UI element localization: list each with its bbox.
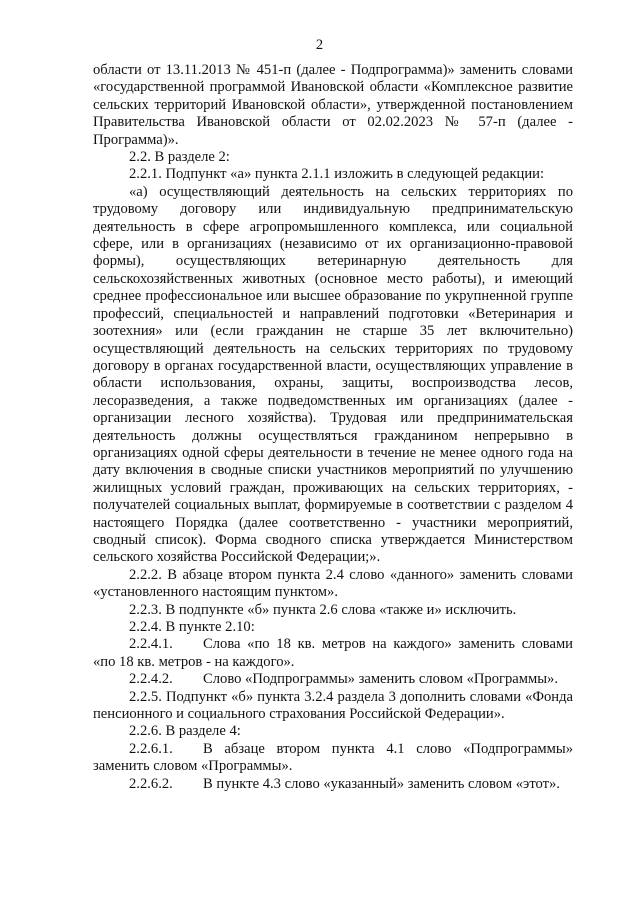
item-number: 2.2.6.2. xyxy=(129,775,173,792)
item-text: В абзаце втором пункта 4.1 слово «Подпрограммы» заменить словом «Программы». xyxy=(93,740,573,775)
item-number: 2.2.4.2. xyxy=(129,671,173,688)
paragraph-2-2-6-1 xyxy=(93,741,573,776)
paragraph-2-2-2: 2.2.2. В абзаце втором пункта 2.4 слово «данного» заменить словами «установленного настоящим пунктом». xyxy=(93,566,573,601)
paragraph-2-2-6-2 xyxy=(93,776,573,793)
item-number: 2.2.6.1. xyxy=(129,740,173,757)
paragraph-2-2-4-1 xyxy=(93,636,573,671)
paragraph-2-2-6: 2.2.6. В разделе 4: xyxy=(129,723,241,740)
item-text: Слово «Подпрограммы» заменить словом «Программы». xyxy=(203,671,558,688)
paragraph-2-2-5: 2.2.5. Подпункт «б» пункта 3.2.4 раздела 3 дополнить словами «Фонда пенсионного и социального страхования Российской Федерации». xyxy=(93,688,573,723)
paragraph-2-2-3: 2.2.3. В подпункте «б» пункта 2.6 слова «также и» исключить. xyxy=(129,601,517,618)
paragraph-subitem-a: «а) осуществляющий деятельность на сельских территориях по трудовому договору или индивидуальную предпринимательскую деятельность в сфере агропромышленного комплекса, или социальной сфере, или в организациях (независимо от их организационно-правовой формы), осуществляющих ветеринарную деятельность для сельскохозяйственных животных (основное место работы), и имеющий среднее профессиональное или высшее образование по укрупненной группе профессий, специальностей и направлений подготовки «Ветеринария и зоотехния» или (если гражданин не старше 35 лет включительно) осуществляющий деятельность на сельских территориях по трудовому договору в органах государственной власти, осуществляющих управление в области использования, охраны, защиты, воспроизводства лесов, лесоразведения, а также подведомственных им организациях (далее - организации лесного хозяйства). Трудовая или предпринимательская деятельность должны осуществляться гражданином непрерывно в организациях одной сферы деятельности в течение не менее одного года на дату включения в сводные списки участников мероприятий по улучшению жилищных условий граждан, проживающих на сельских территориях, - получателей социальных выплат, формируемые в соответствии с разделом 4 настоящего Порядка (далее соответственно - участники мероприятий, сводный список). Форма сводного списка утверждается Министерством сельского хозяйства Российской Федерации;». xyxy=(93,183,573,566)
paragraph-2-2-4-2 xyxy=(93,671,573,688)
paragraph-continuation: области от 13.11.2013 № 451-п (далее - Подпрограмма)» заменить словами «государственной программой Ивановской области «Комплексное развитие сельских территорий Ивановской области», утвержденной постановлением Правительства Ивановской области от 02.02.2023 № 57-п (далее - Программа)». xyxy=(93,62,573,148)
paragraph-section-2-2: 2.2. В разделе 2: xyxy=(129,149,230,166)
item-number: 2.2.4.1. xyxy=(129,636,173,653)
item-text: В пункте 4.3 слово «указанный» заменить словом «этот». xyxy=(203,775,560,792)
paragraph-2-2-4: 2.2.4. В пункте 2.10: xyxy=(129,619,255,635)
item-text: Слова «по 18 кв. метров на каждого» заменить словами «по 18 кв. метров - на каждого». xyxy=(93,636,573,670)
document-body xyxy=(93,62,573,793)
page-number: 2 xyxy=(315,37,324,53)
paragraph-2-2-1: 2.2.1. Подпункт «а» пункта 2.1.1 изложить в следующей редакции: xyxy=(129,166,545,183)
